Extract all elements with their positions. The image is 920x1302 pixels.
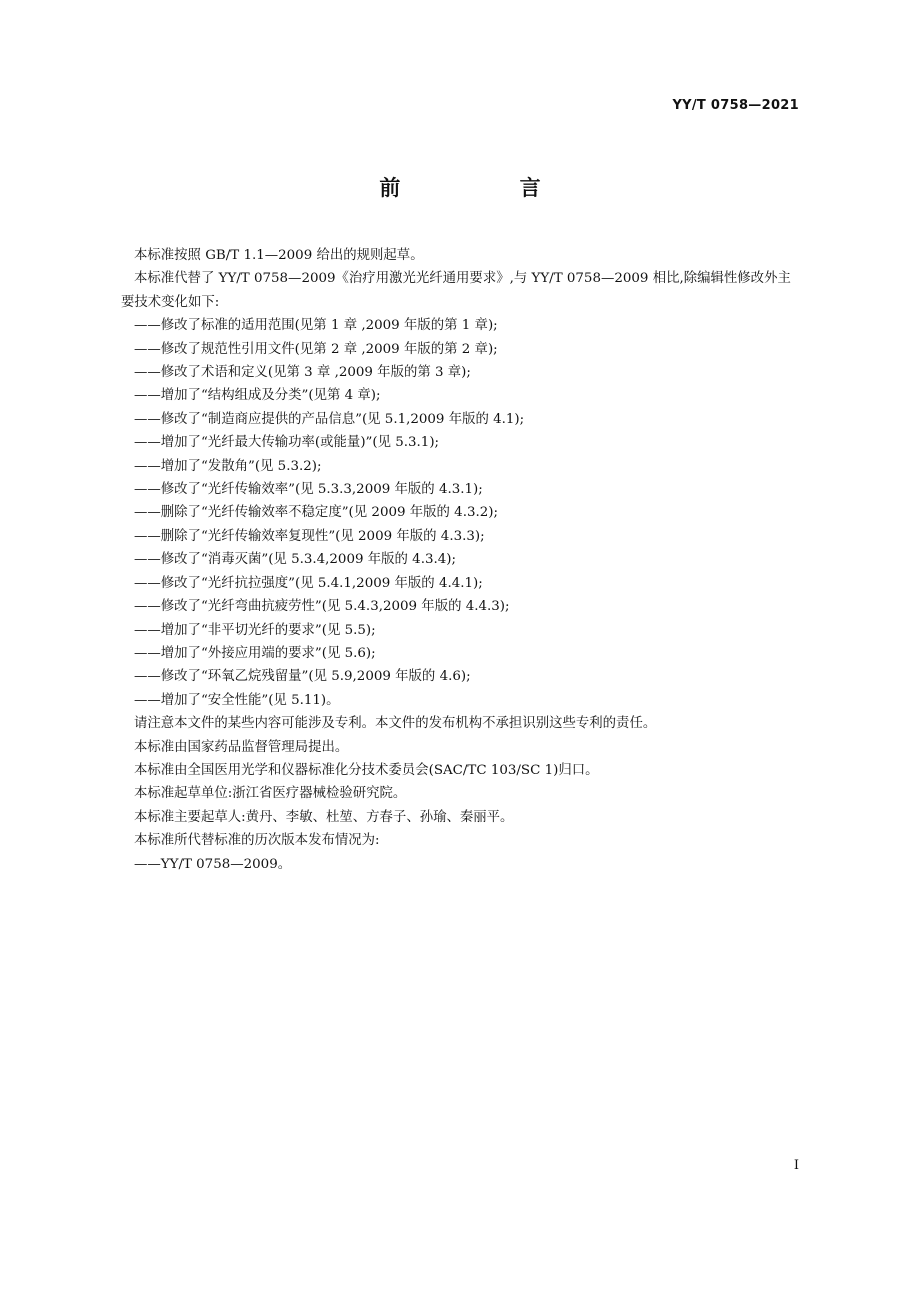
- change-item: ——修改了“光纤传输效率”(见 5.3.3,2009 年版的 4.3.1);: [134, 482, 483, 498]
- standard-number: YY/T 0758—2021: [672, 98, 799, 113]
- change-item: ——修改了标准的适用范围(见第 1 章 ,2009 年版的第 1 章);: [134, 318, 498, 334]
- paragraph-drafting-unit: 本标准起草单位:浙江省医疗器械检验研究院。: [134, 786, 407, 802]
- paragraph-patent-notice: 请注意本文件的某些内容可能涉及专利。本文件的发布机构不承担识别这些专利的责任。: [134, 716, 657, 732]
- paragraph-history-intro: 本标准所代替标准的历次版本发布情况为:: [134, 833, 380, 849]
- change-item: ——增加了“外接应用端的要求”(见 5.6);: [134, 645, 376, 661]
- change-item: ——修改了“环氧乙烷残留量”(见 5.9,2009 年版的 4.6);: [134, 669, 471, 685]
- change-item: ——增加了“发散角”(见 5.3.2);: [134, 458, 322, 474]
- history-item: ——YY/T 0758—2009。: [134, 856, 292, 872]
- page-title: 前 言: [379, 176, 597, 200]
- change-item: ——修改了“光纤弯曲抗疲劳性”(见 5.4.3,2009 年版的 4.4.3);: [134, 599, 510, 615]
- change-item: ——增加了“安全性能”(见 5.11)。: [134, 692, 340, 708]
- change-list: [121, 314, 801, 712]
- change-item: ——增加了“非平切光纤的要求”(见 5.5);: [134, 622, 376, 638]
- change-item: ——修改了“光纤抗拉强度”(见 5.4.1,2009 年版的 4.4.1);: [134, 575, 483, 591]
- change-item: ——删除了“光纤传输效率不稳定度”(见 2009 年版的 4.3.2);: [134, 505, 498, 521]
- paragraph-centralized-by: 本标准由全国医用光学和仪器标准化分技术委员会(SAC/TC 103/SC 1)归口。: [134, 762, 599, 778]
- foreword-body: [121, 244, 801, 876]
- paragraph-proposed-by: 本标准由国家药品监督管理局提出。: [134, 739, 349, 755]
- change-item: ——增加了“结构组成及分类”(见第 4 章);: [134, 388, 381, 404]
- paragraph-drafters: 本标准主要起草人:黄丹、李敏、杜堃、方春子、孙瑜、秦丽平。: [134, 809, 514, 825]
- paragraph-drafting-rules: 本标准按照 GB/T 1.1—2009 给出的规则起草。: [134, 248, 424, 263]
- change-item: ——修改了“消毒灭菌”(见 5.3.4,2009 年版的 4.3.4);: [134, 552, 456, 568]
- change-item: ——修改了规范性引用文件(见第 2 章 ,2009 年版的第 2 章);: [134, 341, 498, 357]
- change-item: ——修改了术语和定义(见第 3 章 ,2009 年版的第 3 章);: [134, 365, 471, 381]
- page-number: I: [793, 1158, 799, 1173]
- paragraph-replacement: 本标准代替了 YY/T 0758—2009《治疗用激光光纤通用要求》,与 YY/T 0758—2009 相比,除编辑性修改外主要技术变化如下:: [121, 271, 791, 310]
- change-item: ——增加了“光纤最大传输功率(或能量)”(见 5.3.1);: [134, 435, 440, 451]
- change-item: ——修改了“制造商应提供的产品信息”(见 5.1,2009 年版的 4.1);: [134, 411, 525, 427]
- change-item: ——删除了“光纤传输效率复现性”(见 2009 年版的 4.3.3);: [134, 528, 485, 544]
